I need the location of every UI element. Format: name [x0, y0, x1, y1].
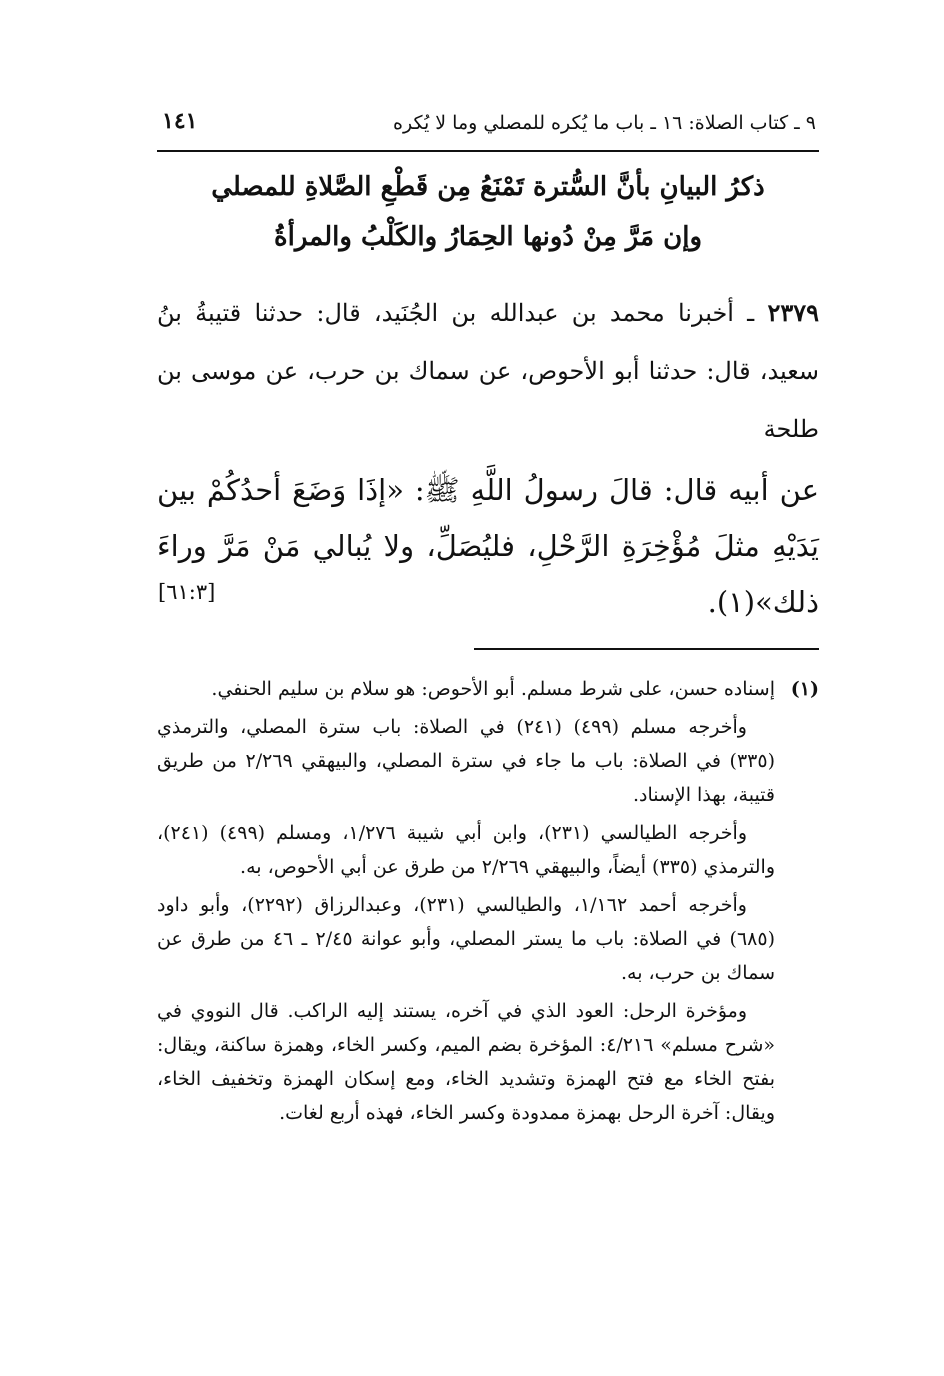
footnote-marker: (١)	[790, 678, 819, 700]
chapter-heading	[157, 162, 819, 262]
page-number: ١٤١	[162, 108, 198, 134]
footnote-body	[157, 672, 775, 1134]
footnote-paragraph: ومؤخرة الرحل: العود الذي في آخره، يستند إليه الراكب. قال النووي في «شرح مسلم» ٤/٢١٦: المؤخرة بضم الميم، وكسر الخاء، وهمزة ساكنة، ويقال: بفتح الخاء مع فتح الهمزة وتشديد الخاء، ومع إسكان الهمزة وتخفيف الخاء، ويقال: آخرة الرحل بهمزة ممدودة وكسر الخاء، فهذه أربع لغات.	[157, 1000, 776, 1124]
footnote-paragraph: وأخرجه أحمد ١/١٦٢، والطيالسي (٢٣١)، وعبدالرزاق (٢٢٩٢)، وأبو داود (٦٨٥) في الصلاة: باب ما يستر المصلي، وأبو عوانة ٢/٤٥ ـ ٤٦ من طرق عن سماك بن حرب، به.	[157, 894, 775, 984]
chapter-heading-line-2: وإن مَرَّ مِنْ دُونها الحِمَارُ والكَلْبُ والمرأةُ	[273, 222, 702, 252]
hadith-isnad	[157, 284, 819, 458]
footnote-entry	[157, 672, 819, 1134]
footnote-rule	[474, 648, 819, 650]
chapter-heading-line-1: ذكرُ البيانِ بأنَّ السُّترة تَمْنَعُ مِن قَطْعِ الصَّلاةِ للمصلي	[211, 172, 765, 202]
footnote	[157, 672, 819, 1134]
hadith-matn: عن أبيه قال: قالَ رسولُ اللَّهِ ﷺ: «إذَا وَضَعَ أحدُكُمْ بين يَدَيْهِ مثلَ مُؤْخِرَةِ الرَّحْلِ، فليُصَلِّ، ولا يُبالي مَنْ مَرَّ وراءَ ذلك»(١).	[157, 473, 819, 619]
header-rule	[157, 150, 819, 152]
footnote-paragraph: وأخرجه الطيالسي (٢٣١)، وابن أبي شيبة ١/٢٧٦، ومسلم (٤٩٩) (٢٤١)، والترمذي (٣٣٥) أيضاً، والبيهقي ٢/٢٦٩ من طرق عن أبي الأحوص، به.	[157, 822, 775, 878]
footnote-paragraph: وأخرجه مسلم (٤٩٩) (٢٤١) في الصلاة: باب سترة المصلي، والترمذي (٣٣٥) في الصلاة: باب ما جاء في سترة المصلي، والبيهقي ٢/٢٦٩ من طريق قتيبة، بهذا الإسناد.	[157, 716, 776, 806]
footnote-paragraph: إسناده حسن، على شرط مسلم. أبو الأحوص: هو سلام بن سليم الحنفي.	[211, 678, 775, 700]
hadith-isnad-text: ـ أخبرنا محمد بن عبدالله بن الجُنَيد، قال: حدثنا قتيبةُ بنُ سعيد، قال: حدثنا أبو الأحوص، عن سماك بن حرب، عن موسى بن طلحة	[157, 299, 819, 443]
hadith-reference: [٦١:٣]	[158, 580, 216, 604]
hadith-number: ٢٣٧٩	[767, 298, 819, 327]
running-header-title: ٩ ـ كتاب الصلاة: ١٦ ـ باب ما يُكره للمصلي وما لا يُكره	[393, 112, 816, 134]
